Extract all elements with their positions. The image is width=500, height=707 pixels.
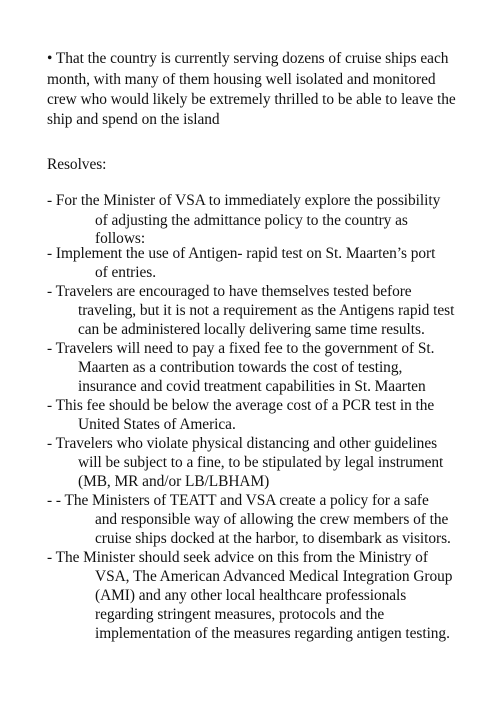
resolution-item-line: traveling, but it is not a requirement as the Antigens rapid test [78, 302, 455, 319]
resolution-item-line: of adjusting the admittance policy to the country as [95, 212, 408, 229]
resolution-item-line: - Travelers who violate physical distancing and other guidelines [47, 435, 438, 452]
resolution-item-line: (AMI) and any other local healthcare professionals [95, 587, 407, 604]
resolves-heading: Resolves: [47, 156, 107, 173]
resolution-item-line: - This fee should be below the average cost of a PCR test in the [47, 397, 435, 414]
resolution-item-line: can be administered locally delivering same time results. [78, 321, 425, 338]
resolution-item-line: follows: [95, 230, 146, 247]
resolution-item-line: implementation of the measures regarding antigen testing. [95, 625, 450, 642]
bullet-paragraph-line: • That the country is currently serving dozens of cruise ships each [47, 50, 449, 67]
resolution-item-line: - - The Ministers of TEATT and VSA create a policy for a safe [47, 492, 429, 509]
resolution-item-line: cruise ships docked at the harbor, to disembark as visitors. [95, 530, 451, 547]
resolution-item-line: insurance and covid treatment capabilities in St. Maarten [78, 378, 426, 395]
resolution-item-line: and responsible way of allowing the crew members of the [95, 511, 449, 528]
resolution-item-line: - Travelers will need to pay a fixed fee to the government of St. [47, 340, 435, 357]
bullet-paragraph-line: month, with many of them housing well isolated and monitored [47, 71, 436, 88]
resolution-item-line: VSA, The American Advanced Medical Integration Group [95, 568, 453, 585]
resolution-item-line: will be subject to a fine, to be stipulated by legal instrument [78, 454, 444, 471]
bullet-paragraph-line: crew who would likely be extremely thrilled to be able to leave the [47, 91, 456, 108]
resolution-item-line: - Implement the use of Antigen- rapid test on St. Maarten’s port [47, 245, 436, 262]
resolution-item-line: - The Minister should seek advice on this from the Ministry of [47, 549, 428, 566]
bullet-paragraph-line: ship and spend on the island [47, 111, 220, 128]
resolution-item-line: of entries. [95, 264, 156, 281]
resolution-item-line: - Travelers are encouraged to have themselves tested before [47, 283, 412, 300]
resolution-item-line: Maarten as a contribution towards the cost of testing, [78, 359, 403, 376]
resolution-item-line: (MB, MR and/or LB/LBHAM) [78, 473, 270, 490]
resolution-item-line: United States of America. [78, 416, 236, 433]
resolution-item-line: - For the Minister of VSA to immediately explore the possibility [47, 192, 441, 209]
resolution-item-line: regarding stringent measures, protocols and the [95, 606, 385, 623]
